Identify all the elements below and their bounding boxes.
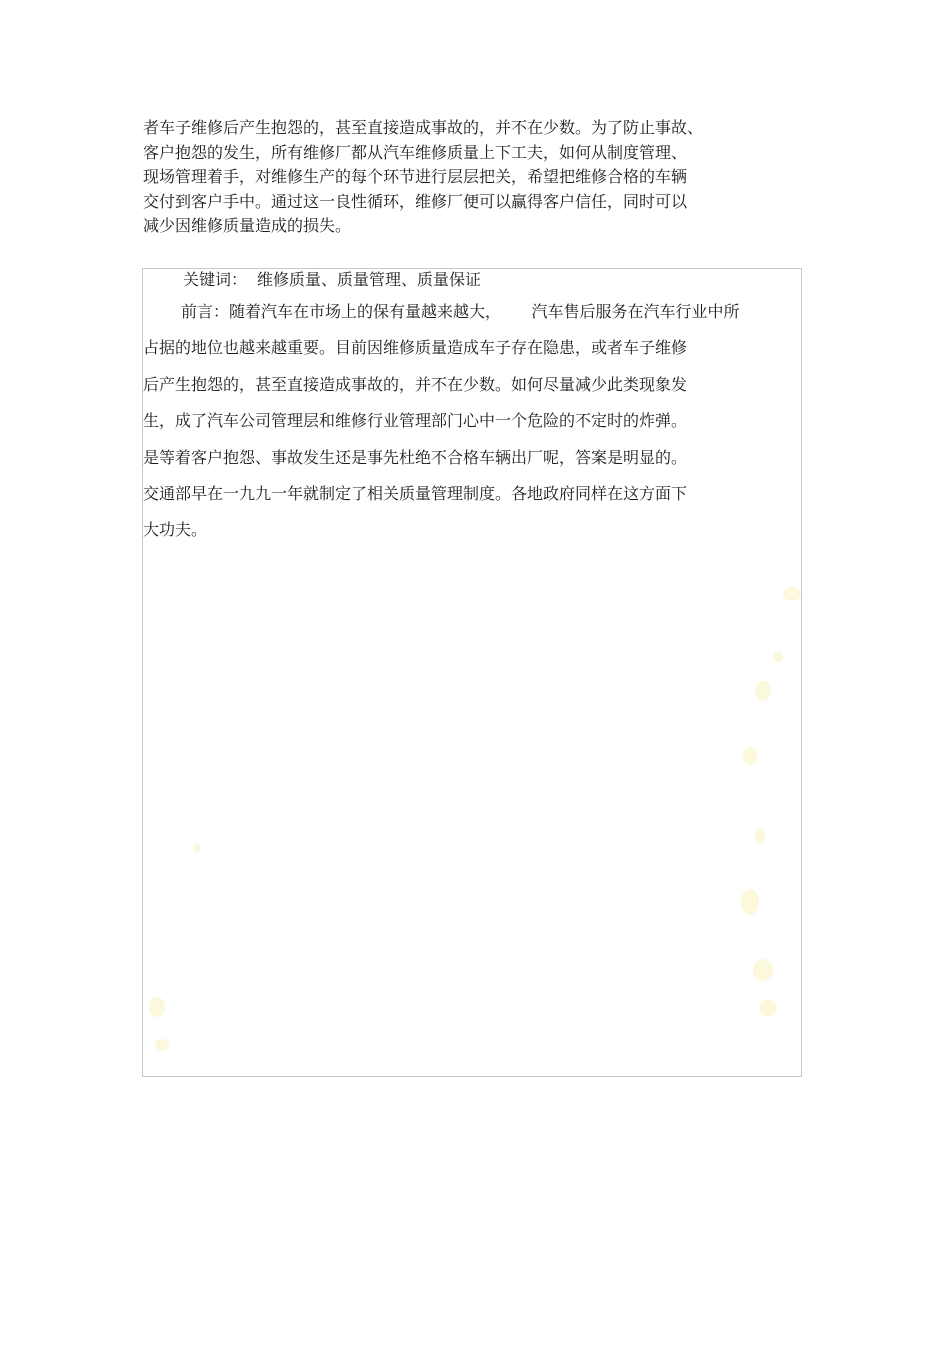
decorative-speckle	[193, 844, 201, 852]
preface-line: 是等着客户抱怨、事故发生还是事先杜绝不合格车辆出厂呢，答案是明显的。	[143, 447, 688, 467]
preface-line: 交通部早在一九九一年就制定了相关质量管理制度。各地政府同样在这方面下	[143, 483, 688, 503]
keywords-label: 关键词：	[183, 270, 248, 289]
preface-line: 前言：随着汽车在市场上的保有量越来越大， 汽车售后服务在汽车行业中所	[181, 302, 740, 321]
framed-text-box	[142, 268, 802, 1077]
preface-line: 生，成了汽车公司管理层和维修行业管理部门心中一个危险的不定时的炸弹。	[143, 411, 688, 431]
decorative-speckle	[759, 999, 777, 1017]
decorative-speckle	[743, 747, 757, 765]
intro-line: 减少因维修质量造成的损失。	[143, 216, 352, 235]
intro-line: 客户抱怨的发生，所有维修厂都从汽车维修质量上下工夫，如何从制度管理、	[143, 142, 688, 162]
intro-paragraph	[143, 116, 803, 239]
decorative-speckle	[783, 587, 801, 601]
decorative-speckle	[755, 681, 771, 701]
decorative-speckle	[741, 889, 759, 915]
decorative-speckle	[155, 1039, 169, 1051]
decorative-speckle	[773, 652, 783, 662]
intro-line: 者车子维修后产生抱怨的，甚至直接造成事故的，并不在少数。为了防止事故、	[143, 118, 704, 137]
decorative-speckle	[753, 959, 773, 981]
decorative-speckle	[149, 997, 165, 1017]
keywords-line	[183, 269, 481, 291]
intro-line: 交付到客户手中。通过这一良性循环，维修厂便可以赢得客户信任，同时可以	[143, 191, 688, 211]
preface-paragraph	[143, 298, 802, 553]
intro-line: 现场管理着手，对维修生产的每个环节进行层层把关，希望把维修合格的车辆	[143, 167, 688, 186]
keywords-value: 维修质量、质量管理、质量保证	[257, 270, 482, 289]
decorative-speckle	[755, 829, 765, 843]
preface-line: 占据的地位也越来越重要。目前因维修质量造成车子存在隐患，或者车子维修	[143, 338, 688, 358]
preface-line: 大功夫。	[143, 520, 208, 540]
preface-line: 后产生抱怨的，甚至直接造成事故的，并不在少数。如何尽量减少此类现象发	[143, 374, 688, 394]
